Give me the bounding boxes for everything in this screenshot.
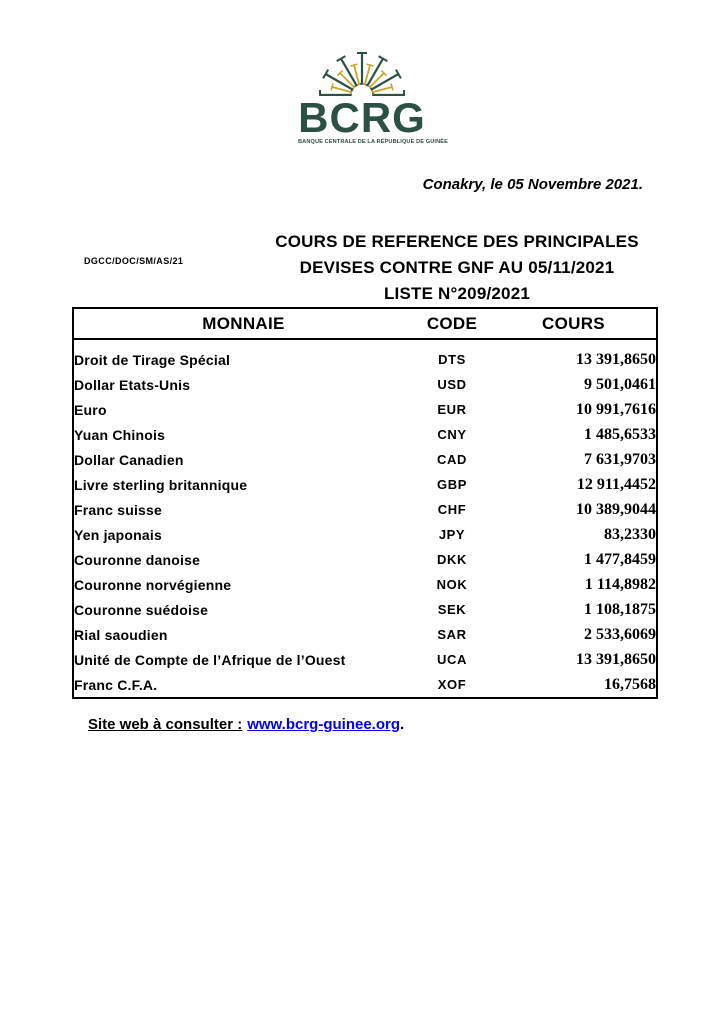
table-row: [73, 547, 657, 572]
monnaie-cell: Rial saoudien: [74, 626, 168, 643]
code-cell: XOF: [437, 677, 467, 692]
table-header-row: [73, 308, 657, 339]
cours-cell: 10 991,7616: [576, 400, 656, 418]
title-line-2: DEVISES CONTRE GNF AU 05/11/2021: [299, 258, 615, 277]
document-title: [237, 229, 677, 307]
column-header-monnaie: MONNAIE: [73, 308, 413, 339]
table-row: [73, 597, 657, 622]
cours-cell: 83,2330: [604, 525, 656, 543]
website-link[interactable]: www.bcrg-guinee.org: [247, 716, 401, 733]
logo-acronym: BCRG: [298, 94, 426, 141]
monnaie-cell: Unité de Compte de l’Afrique de l’Ouest: [74, 651, 346, 668]
code-cell: CAD: [437, 452, 467, 467]
code-cell: GBP: [437, 477, 467, 492]
table-row: [73, 497, 657, 522]
rates-table: [72, 307, 658, 699]
title-line-1: COURS DE REFERENCE DES PRINCIPALES: [275, 232, 639, 251]
cours-cell: 12 911,4452: [576, 475, 656, 493]
code-cell: SAR: [437, 627, 467, 642]
table-row: [73, 572, 657, 597]
title-line-3: LISTE N°209/2021: [383, 284, 531, 303]
monnaie-cell: Droit de Tirage Spécial: [74, 351, 231, 368]
dateline: Conakry, le 05 Novembre 2021.: [422, 176, 643, 193]
bcrg-logo: [298, 50, 448, 145]
table-row: [73, 647, 657, 672]
table-row: [73, 397, 657, 422]
monnaie-cell: Couronne suédoise: [74, 601, 209, 618]
reference-code: DGCC/DOC/SM/AS/21: [84, 256, 184, 266]
logo-subtitle: BANQUE CENTRALE DE LA RÉPUBLIQUE DE GUINÉE: [298, 139, 448, 145]
cours-cell: 10 389,9044: [576, 500, 656, 518]
code-cell: JPY: [438, 527, 466, 542]
table-row: [73, 622, 657, 647]
monnaie-cell: Euro: [74, 401, 107, 418]
cours-cell: 1 477,8459: [584, 550, 656, 568]
code-cell: SEK: [437, 602, 467, 617]
monnaie-cell: Yuan Chinois: [74, 426, 166, 443]
footer-period: .: [400, 716, 405, 733]
monnaie-cell: Franc suisse: [74, 501, 162, 518]
table-row: [73, 372, 657, 397]
code-cell: DKK: [437, 552, 467, 567]
table-row: [73, 422, 657, 447]
table-row: [73, 522, 657, 547]
cours-cell: 9 501,0461: [584, 375, 656, 393]
footer-label: Site web à consulter :: [88, 716, 243, 733]
monnaie-cell: Livre sterling britannique: [74, 476, 248, 493]
column-header-cours: COURS: [491, 308, 657, 339]
cours-cell: 1 108,1875: [584, 600, 656, 618]
cours-cell: 2 533,6069: [584, 625, 656, 643]
logo-rays-icon: [314, 50, 410, 96]
code-cell: EUR: [437, 402, 467, 417]
cours-cell: 13 391,8650: [576, 650, 656, 668]
monnaie-cell: Dollar Canadien: [74, 451, 184, 468]
column-header-code: CODE: [413, 308, 491, 339]
monnaie-cell: Yen japonais: [74, 526, 162, 543]
code-cell: CNY: [437, 427, 467, 442]
cours-cell: 7 631,9703: [584, 450, 656, 468]
monnaie-cell: Couronne danoise: [74, 551, 201, 568]
code-cell: UCA: [437, 652, 467, 667]
table-row: [73, 472, 657, 497]
code-cell: USD: [437, 377, 467, 392]
table-row: [73, 447, 657, 472]
code-cell: NOK: [436, 577, 468, 592]
cours-cell: 13 391,8650: [576, 350, 656, 368]
code-cell: CHF: [437, 502, 467, 517]
monnaie-cell: Dollar Etats-Unis: [74, 376, 191, 393]
monnaie-cell: Franc C.F.A.: [74, 676, 158, 693]
cours-cell: 1 114,8982: [584, 575, 656, 593]
table-row: [73, 672, 657, 698]
code-cell: DTS: [438, 352, 466, 367]
footer: [88, 716, 404, 733]
cours-cell: 1 485,6533: [584, 425, 656, 443]
table-row: [73, 339, 657, 372]
cours-cell: 16,7568: [604, 675, 656, 693]
monnaie-cell: Couronne norvégienne: [74, 576, 232, 593]
